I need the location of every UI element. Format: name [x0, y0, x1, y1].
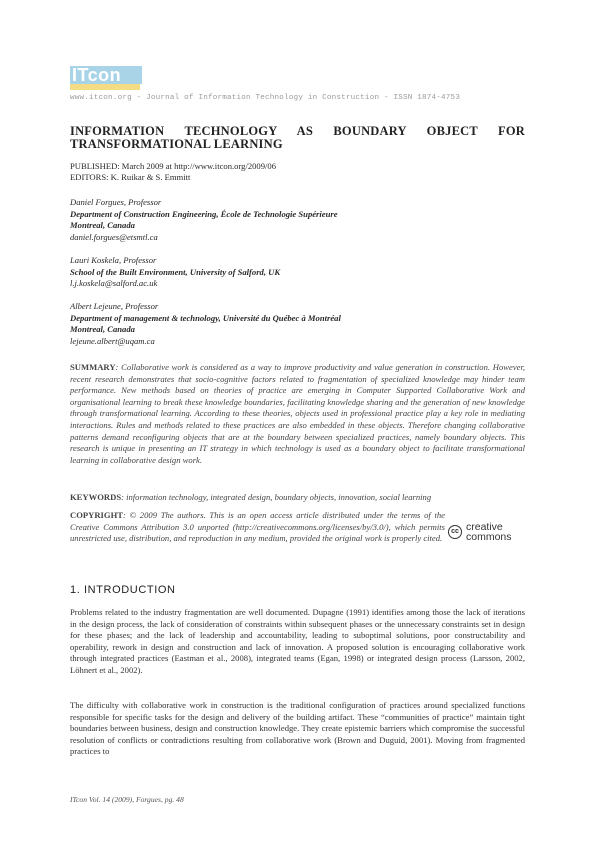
- author-affiliation: School of the Built Environment, University of Salford, UK: [70, 266, 281, 277]
- summary-label: SUMMARY: [70, 362, 116, 372]
- author-name: Albert Lejeune, Professor: [70, 301, 159, 311]
- itcon-logo: [70, 66, 140, 90]
- author-affiliation: Department of management & technology, Université du Québec à Montréal: [70, 312, 341, 323]
- journal-line: www.itcon.org - Journal of Information Technology in Construction - ISSN 1874-4753: [70, 94, 461, 102]
- cc-wordmark: [466, 522, 512, 542]
- author-location: Montreal, Canada: [70, 324, 135, 334]
- editors-line: EDITORS: K. Ruikar & S. Emmitt: [70, 172, 191, 182]
- author-affiliation: Department of Construction Engineering, École de Technologie Supérieure: [70, 208, 338, 219]
- section-heading: 1. INTRODUCTION: [70, 584, 176, 596]
- body-paragraph: The difficulty with collaborative work in construction is the traditional configuration of practices around specialized functions responsible for specific tasks for the design and delivery of the building artifact. These “communities of practice” maintain tight boundaries between business, design and construction knowledge. They create epistemic barriers which compromise the successful resolution of conflicts or contradictions resulting from collaborative work (Brown and Duguid, 2001). Moving from fragmented practices to: [70, 700, 525, 757]
- page-footer: ITcon Vol. 14 (2009), Forgues, pg. 48: [70, 795, 184, 804]
- cc-icon: cc: [448, 525, 462, 539]
- copyright-text: : © 2009 The authors. This is an open access article distributed under the terms of the Creative Commons Attribution 3.0 unported (http://creativecommons.org/licenses/by/3.0/), which permits unrestricted use, distribution, and reproduction in any medium, provided the original work is properly cited.: [70, 510, 445, 544]
- body-paragraph: Problems related to the industry fragmentation are well documented. Dupagne (1991) identifies among those the lack of iterations in the design process, the lack of consideration of constraints within subsequent phases or the unnecessary constraints set in design for these phases; and the lack of leadership and accountability, leading to suboptimal solutions, poor constructability and operability, rework in design and construction and lack of innovation. A proposed solution is encouraging collaborative work through integrated practices (Eastman et al., 2008), integrated teams (Egan, 1998) or integrated design process (Larsson, 2002, Löhnert et al., 2002).: [70, 607, 525, 675]
- summary-block: [70, 362, 525, 466]
- author-email: l.j.koskela@salford.ac.uk: [70, 278, 158, 288]
- paper-title: INFORMATION TECHNOLOGY AS BOUNDARY OBJECT FOR TRANSFORMATIONAL LEARNING: [70, 124, 525, 151]
- cc-wordmark-line2: commons: [466, 531, 512, 543]
- author-location: Montreal, Canada: [70, 220, 135, 230]
- author-email: lejeune.albert@uqam.ca: [70, 335, 155, 346]
- author-email: daniel.forgues@etsmtl.ca: [70, 231, 158, 242]
- creative-commons-logo: [448, 522, 528, 544]
- author-name: Daniel Forgues, Professor: [70, 197, 162, 207]
- keywords-label: KEYWORDS: [70, 492, 122, 502]
- logo-text: ITcon: [70, 66, 142, 84]
- published-line: PUBLISHED: March 2009 at http://www.itcon.org/2009/06: [70, 161, 276, 171]
- author-block: [70, 255, 280, 290]
- author-name: Lauri Koskela, Professor: [70, 255, 157, 265]
- author-block: [70, 301, 341, 347]
- author-block: [70, 197, 338, 243]
- keywords-text: : information technology, integrated design, boundary objects, innovation, social learning: [121, 492, 432, 502]
- copyright-block: [70, 510, 445, 545]
- keywords-block: [70, 492, 525, 503]
- summary-text: : Collaborative work is considered as a way to improve productivity and value generation in construction. However, recent research demonstrates that socio-cognitive factors related to fragmentation of specialized knowledge may hinder team performance. New methods based on theories of practice are emerging in Computer Supported Collaborative Work and organisational learning to break these knowledge boundaries, facilitating knowledge sharing and the generation of new knowledge through transformational learning. According to these theories, objects used in professional practice play a key role in mediating interactions. Rules and methods related to these practices are also embedded in these objects. Therefore changing collaborative patterns demand reconfiguring objects that are at the boundary between specialized practices, namely boundary objects. This research is unique in presenting an IT strategy in which technology is used as a boundary object to facilitate transformational learning in collaborative design work.: [70, 362, 525, 465]
- cc-wordmark-line1: creative: [466, 521, 503, 533]
- copyright-label: COPYRIGHT: [70, 510, 123, 520]
